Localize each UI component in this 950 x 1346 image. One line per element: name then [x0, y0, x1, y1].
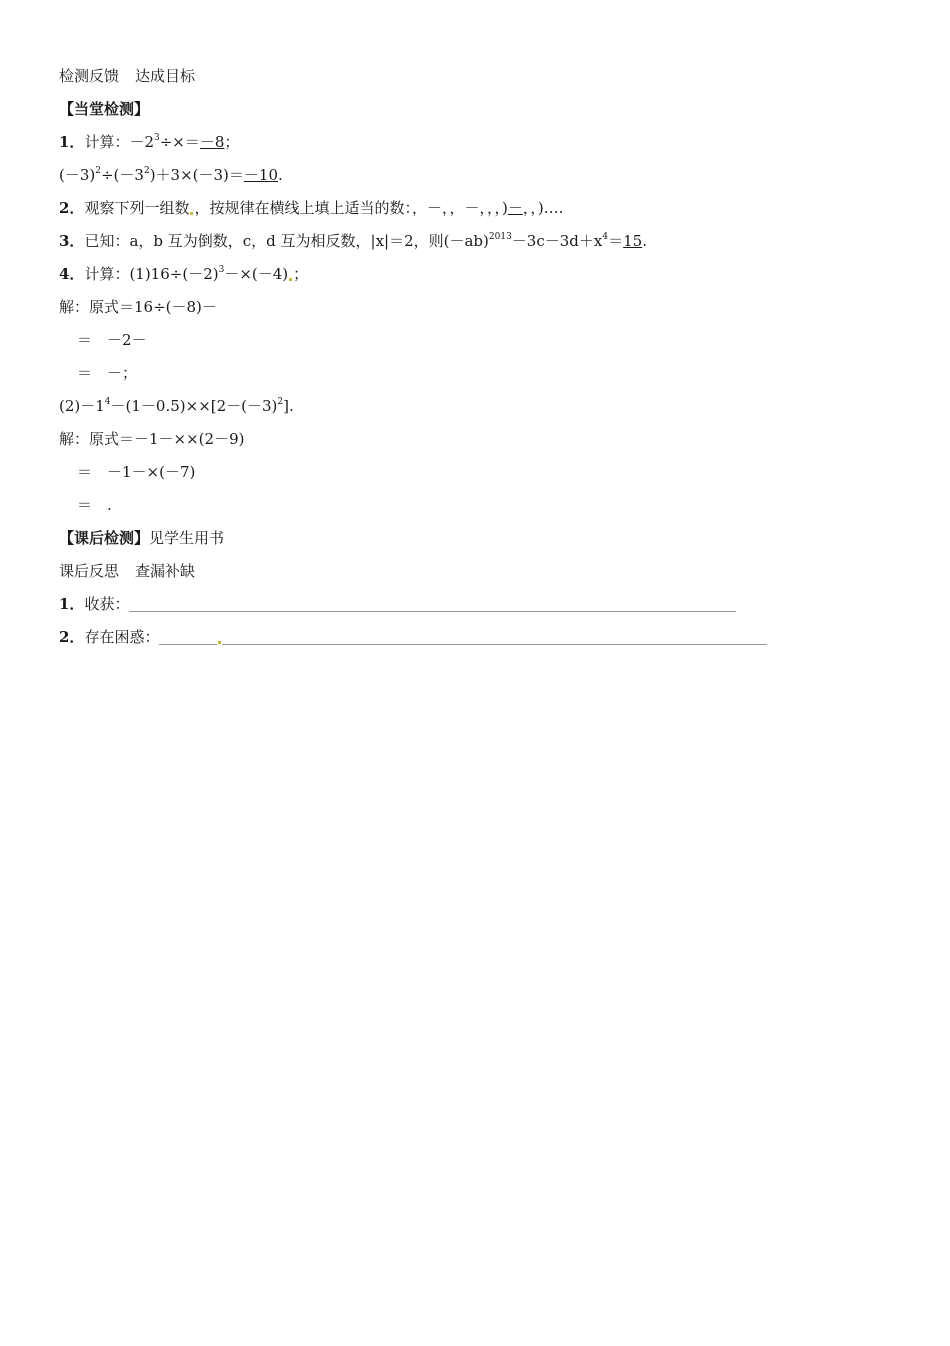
section-heading-feedback: [59, 66, 195, 86]
field-label: 收获：: [84, 595, 130, 613]
field-label: 存在困惑：: [84, 628, 160, 646]
question-number: 1．: [59, 595, 85, 613]
exponent: 4: [104, 397, 111, 407]
answer: －: [507, 199, 523, 217]
exponent: 4: [602, 232, 609, 242]
exponent: 2013: [488, 232, 512, 242]
expr-part: －(1－0.5)××[2－(－3): [110, 397, 278, 415]
question-3: [59, 231, 647, 251]
question-number: 2．: [59, 628, 85, 646]
question-number: 3．: [59, 232, 85, 250]
ink-dot: [289, 278, 292, 281]
expr-part: (2)－1: [59, 397, 105, 415]
punct: ，，)….: [522, 199, 564, 217]
reflection-gains: [59, 594, 736, 614]
expr-part: ＝: [608, 232, 624, 250]
question-4-part-2: [59, 396, 294, 416]
section-note: 见学生用书: [149, 529, 225, 547]
punct: .: [278, 166, 283, 184]
expr-part: 计算：(1)16÷(－2): [84, 265, 219, 283]
punct: .: [642, 232, 647, 250]
solution-1-line-3: ＝ －；: [77, 364, 138, 382]
solution-2-line-1: 解：原式＝－1－××(2－9): [59, 430, 245, 448]
question-number: 1．: [59, 133, 85, 151]
section-label-class-test: 【当堂检测】: [59, 100, 150, 118]
question-text: ，按规律在横线上填上适当的数：，－，，－，，，): [194, 199, 508, 217]
heading-part-a: 检测反馈: [59, 67, 120, 85]
exponent: 2: [277, 397, 284, 407]
question-2: [59, 198, 563, 218]
solution-2-line-2: ＝ －1－×(－7): [77, 463, 196, 481]
punct: ；: [293, 265, 309, 283]
question-1-part-2: [59, 165, 283, 185]
section-label-after-class: [59, 528, 224, 548]
exponent: 3: [218, 265, 225, 275]
expr-part: )＋3×(－3)＝: [149, 166, 244, 184]
gains-answer-blank[interactable]: [129, 597, 736, 612]
expr-part: 已知：a，b 互为倒数，c，d 互为相反数，|x|＝2，则(－ab): [84, 232, 489, 250]
answer: －10: [243, 166, 278, 184]
ink-dot: [218, 641, 221, 644]
expr-part: ÷×＝: [159, 133, 200, 151]
question-text: 观察下列一组数: [84, 199, 190, 217]
expr-part: －×(－4): [224, 265, 289, 283]
punct: ；: [224, 133, 240, 151]
question-4: [59, 264, 308, 284]
question-label: 计算：: [84, 133, 130, 151]
solution-1-line-1: 解：原式＝16÷(－8)－: [59, 298, 217, 316]
doubts-answer-blank-b[interactable]: [222, 630, 767, 645]
solution-1-line-2: ＝ －2－: [77, 331, 147, 349]
section-heading-reflection: [59, 561, 195, 581]
heading-part-a: 课后反思: [59, 562, 120, 580]
expr-part: －2: [129, 133, 154, 151]
exponent: 2: [95, 166, 101, 176]
heading-part-b: 达成目标: [135, 67, 196, 85]
heading-part-b: 查漏补缺: [135, 562, 196, 580]
question-number: 4．: [59, 265, 85, 283]
solution-2-line-3: ＝ .: [77, 496, 112, 514]
expr-part: ÷(－3: [100, 166, 144, 184]
exponent: 2: [143, 166, 150, 176]
section-label: 【课后检测】: [59, 529, 150, 547]
exponent: 3: [154, 133, 160, 143]
doubts-answer-blank-a[interactable]: [159, 630, 217, 645]
question-number: 2．: [59, 199, 85, 217]
ink-dot: [190, 212, 193, 215]
answer: －8: [199, 133, 225, 151]
question-1: [59, 132, 239, 152]
expr-part: (－3): [59, 166, 96, 184]
answer: 15: [623, 232, 643, 250]
expr-part: ].: [283, 397, 294, 415]
reflection-doubts: [59, 627, 767, 647]
expr-part: －3c－3d＋x: [511, 232, 603, 250]
